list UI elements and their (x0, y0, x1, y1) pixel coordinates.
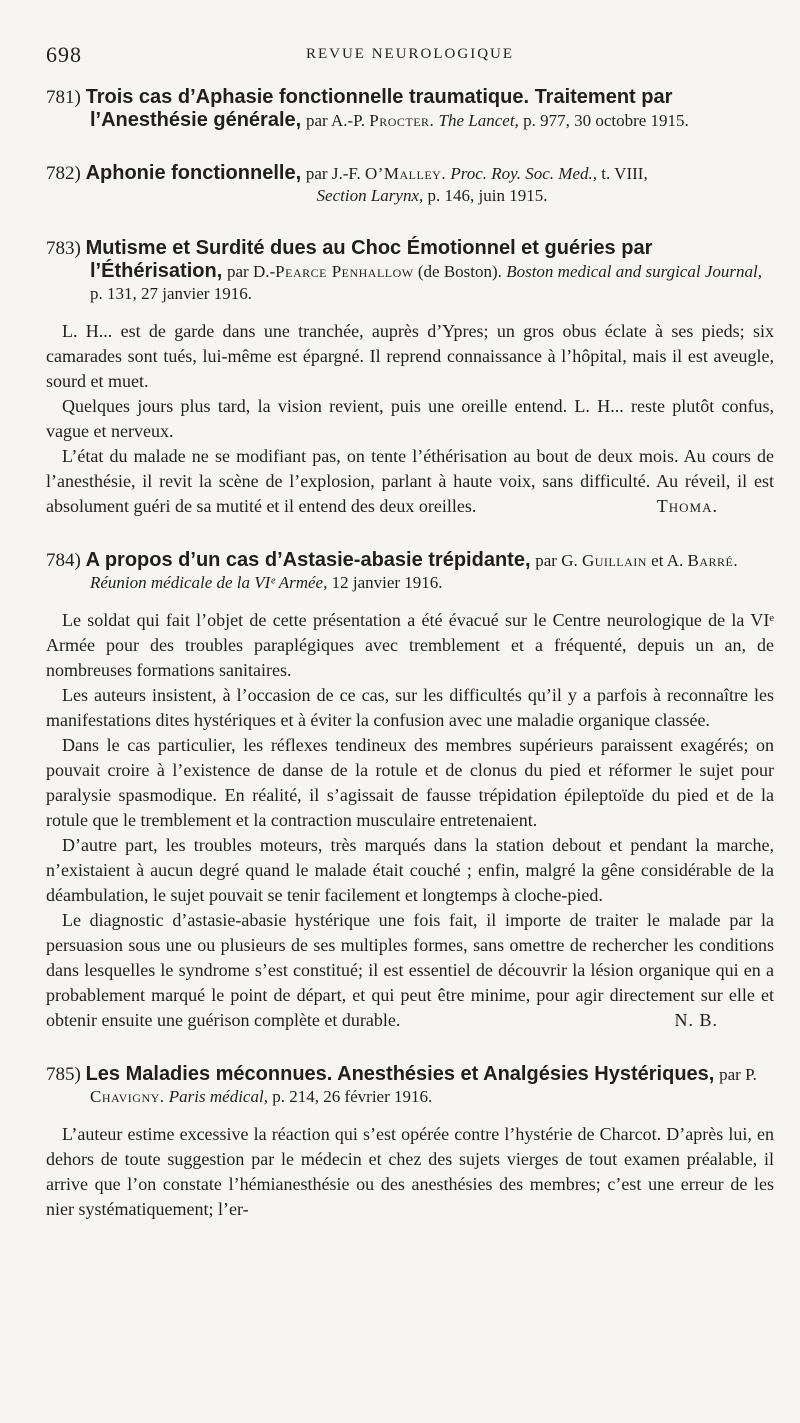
journal-name: The Lancet, (438, 111, 519, 130)
paragraph-text: Le diagnostic d’astasie-abasie hystérique une fois fait, il importe de traiter le malade par la persuasion sous une ou plusieurs de ses multiples formes, sans omettre de rechercher les conditions dans lesquelles le syndrome s’est constitué; il est essentiel de découvrir la lésion organique qui en a probablement marqué le point de départ, et qui peut être minime, pour agir directement sur elle et obtenir ensuite une guérison complète et durable. (46, 910, 774, 1030)
citation-prefix: par P. (719, 1065, 757, 1084)
article-number: 781) (46, 87, 81, 108)
running-head (46, 36, 774, 76)
paragraph: Les auteurs insistent, à l’occasion de ce cas, sur les difficultés qu’il y a parfois à reconnaître les manifestations dites hystériques et à éviter la confusion avec une maladie organique classée. (46, 685, 774, 730)
section-name: Section Larynx, (316, 186, 424, 205)
paragraph: Le soldat qui fait l’objet de cette présentation a été évacué sur le Centre neurologique de la VIᵉ Armée pour des troubles paraplégiques avec tremblement et a fréquenté, depuis un an, de nombreuses formations sanitaires. (46, 610, 774, 680)
article-title: Les Maladies méconnues. Anesthésies et Analgésies Hystériques, (85, 1063, 715, 1085)
article-number: 783) (46, 238, 81, 259)
signature: N. B. (674, 1010, 718, 1030)
paragraph: D’autre part, les troubles moteurs, très marqués dans la station debout et pendant la marche, n’existaient à aucun degré quand le malade était couché ; enfin, malgré la gêne considérable de la déambulation, le sujet pouvait se tenir facilement et longtemps à cloche-pied. (46, 835, 774, 905)
journal-title: REVUE NEUROLOGIQUE (305, 46, 515, 62)
article-heading (46, 1063, 774, 1108)
citation-prefix: par J.-F. (305, 164, 365, 183)
article-number: 782) (46, 163, 81, 184)
paragraph (46, 444, 774, 519)
article-title: Aphonie fonctionnelle, (85, 162, 302, 184)
paragraph: Quelques jours plus tard, la vision revient, puis une oreille entend. L. H... reste plutôt confus, vague et nerveux. (46, 396, 774, 441)
citation-suffix: p. 131, 27 janvier 1916. (90, 284, 252, 303)
journal-name: Boston medical and surgical Journal, (506, 262, 762, 281)
signature: Thoma. (656, 496, 718, 516)
article-title: Mutisme et Surdité dues au Choc Émotionnel et guéries par l’Éthérisation, (85, 237, 653, 282)
article-heading (46, 162, 774, 207)
paragraph (46, 908, 774, 1033)
citation-suffix: p. 146, juin 1915. (423, 186, 548, 205)
page-number: 698 (46, 42, 82, 67)
paragraph: L’auteur estime excessive la réaction qui s’est opérée contre l’hystérie de Charcot. D’après lui, en dehors de toute suggestion par le médecin et chez des sujets vierges de tout examen préalable, il arrive que l’on constate l’hémianesthésie ou des anesthésies des membres; c’est une erreur de les nier systématiquement; l’er- (46, 1124, 774, 1219)
author-name: Chavigny. (90, 1087, 165, 1106)
journal-name: Proc. Roy. Soc. Med., (450, 164, 598, 183)
article-citation (306, 111, 689, 130)
article-heading (46, 86, 774, 132)
author-name: Guillain (581, 551, 647, 570)
author-name: O’Malley. (364, 164, 447, 183)
article-citation (306, 164, 648, 183)
journal-name: Réunion médicale de la VIᵉ Armée, (90, 573, 328, 592)
citation-suffix: 12 janvier 1916. (327, 573, 443, 592)
citation-mid: et A. (646, 551, 688, 570)
citation-prefix: par D.- (227, 262, 276, 281)
article-785 (46, 1063, 774, 1222)
citation-prefix: par G. (535, 551, 582, 570)
citation-mid: (de Boston). (413, 262, 507, 281)
article-number: 784) (46, 550, 81, 571)
second-author-name: Barré. (687, 551, 739, 570)
citation-mid: t. VIII, (597, 164, 648, 183)
article-784 (46, 549, 774, 1033)
journal-name: Paris médical, (168, 1087, 268, 1106)
article-783 (46, 237, 774, 519)
author-name: Procter. (369, 111, 435, 130)
citation-suffix: p. 977, 30 octobre 1915. (518, 111, 689, 130)
article-number: 785) (46, 1064, 81, 1085)
paragraph: Dans le cas particulier, les réflexes tendineux des membres supérieurs paraissent exagérés; on pouvait croire à l’existence de danse de la rotule et de clonus du pied et réformer le sujet pour paralysie spasmodique. En réalité, il s’agissait de fausse trépidation épileptoïde du pied et de la rotule que le tremblement et la contraction musculaire entretenaient. (46, 735, 774, 830)
article-782 (46, 162, 774, 207)
article-heading (46, 237, 774, 305)
article-title: A propos d’un cas d’Astasie-abasie trépidante, (85, 549, 531, 571)
article-heading (46, 549, 774, 594)
paragraph-text: L’état du malade ne se modifiant pas, on tente l’éthérisation au bout de deux mois. Au cours de l’anesthésie, il revit la scène de l’explosion, parlant à haute voix, sans difficulté. Au réveil, il est absolument guéri de sa mutité et il entend des deux oreilles. (46, 446, 774, 516)
article-title: Trois cas d’Aphasie fonctionnelle traumatique. Traitement par l’Anesthésie générale, (85, 86, 673, 131)
author-name: Pearce Penhallow (275, 262, 414, 281)
citation-suffix: p. 214, 26 février 1916. (267, 1087, 433, 1106)
article-781 (46, 86, 774, 132)
citation-prefix: par A.-P. (305, 111, 370, 130)
citation-second-line (90, 185, 774, 207)
paragraph: L. H... est de garde dans une tranchée, auprès d’Ypres; un gros obus éclate à ses pieds; six camarades sont tués, lui-même est épargné. Il reprend connaissance à l’hôpital, mais il est aveugle, sourd et muet. (46, 321, 774, 391)
